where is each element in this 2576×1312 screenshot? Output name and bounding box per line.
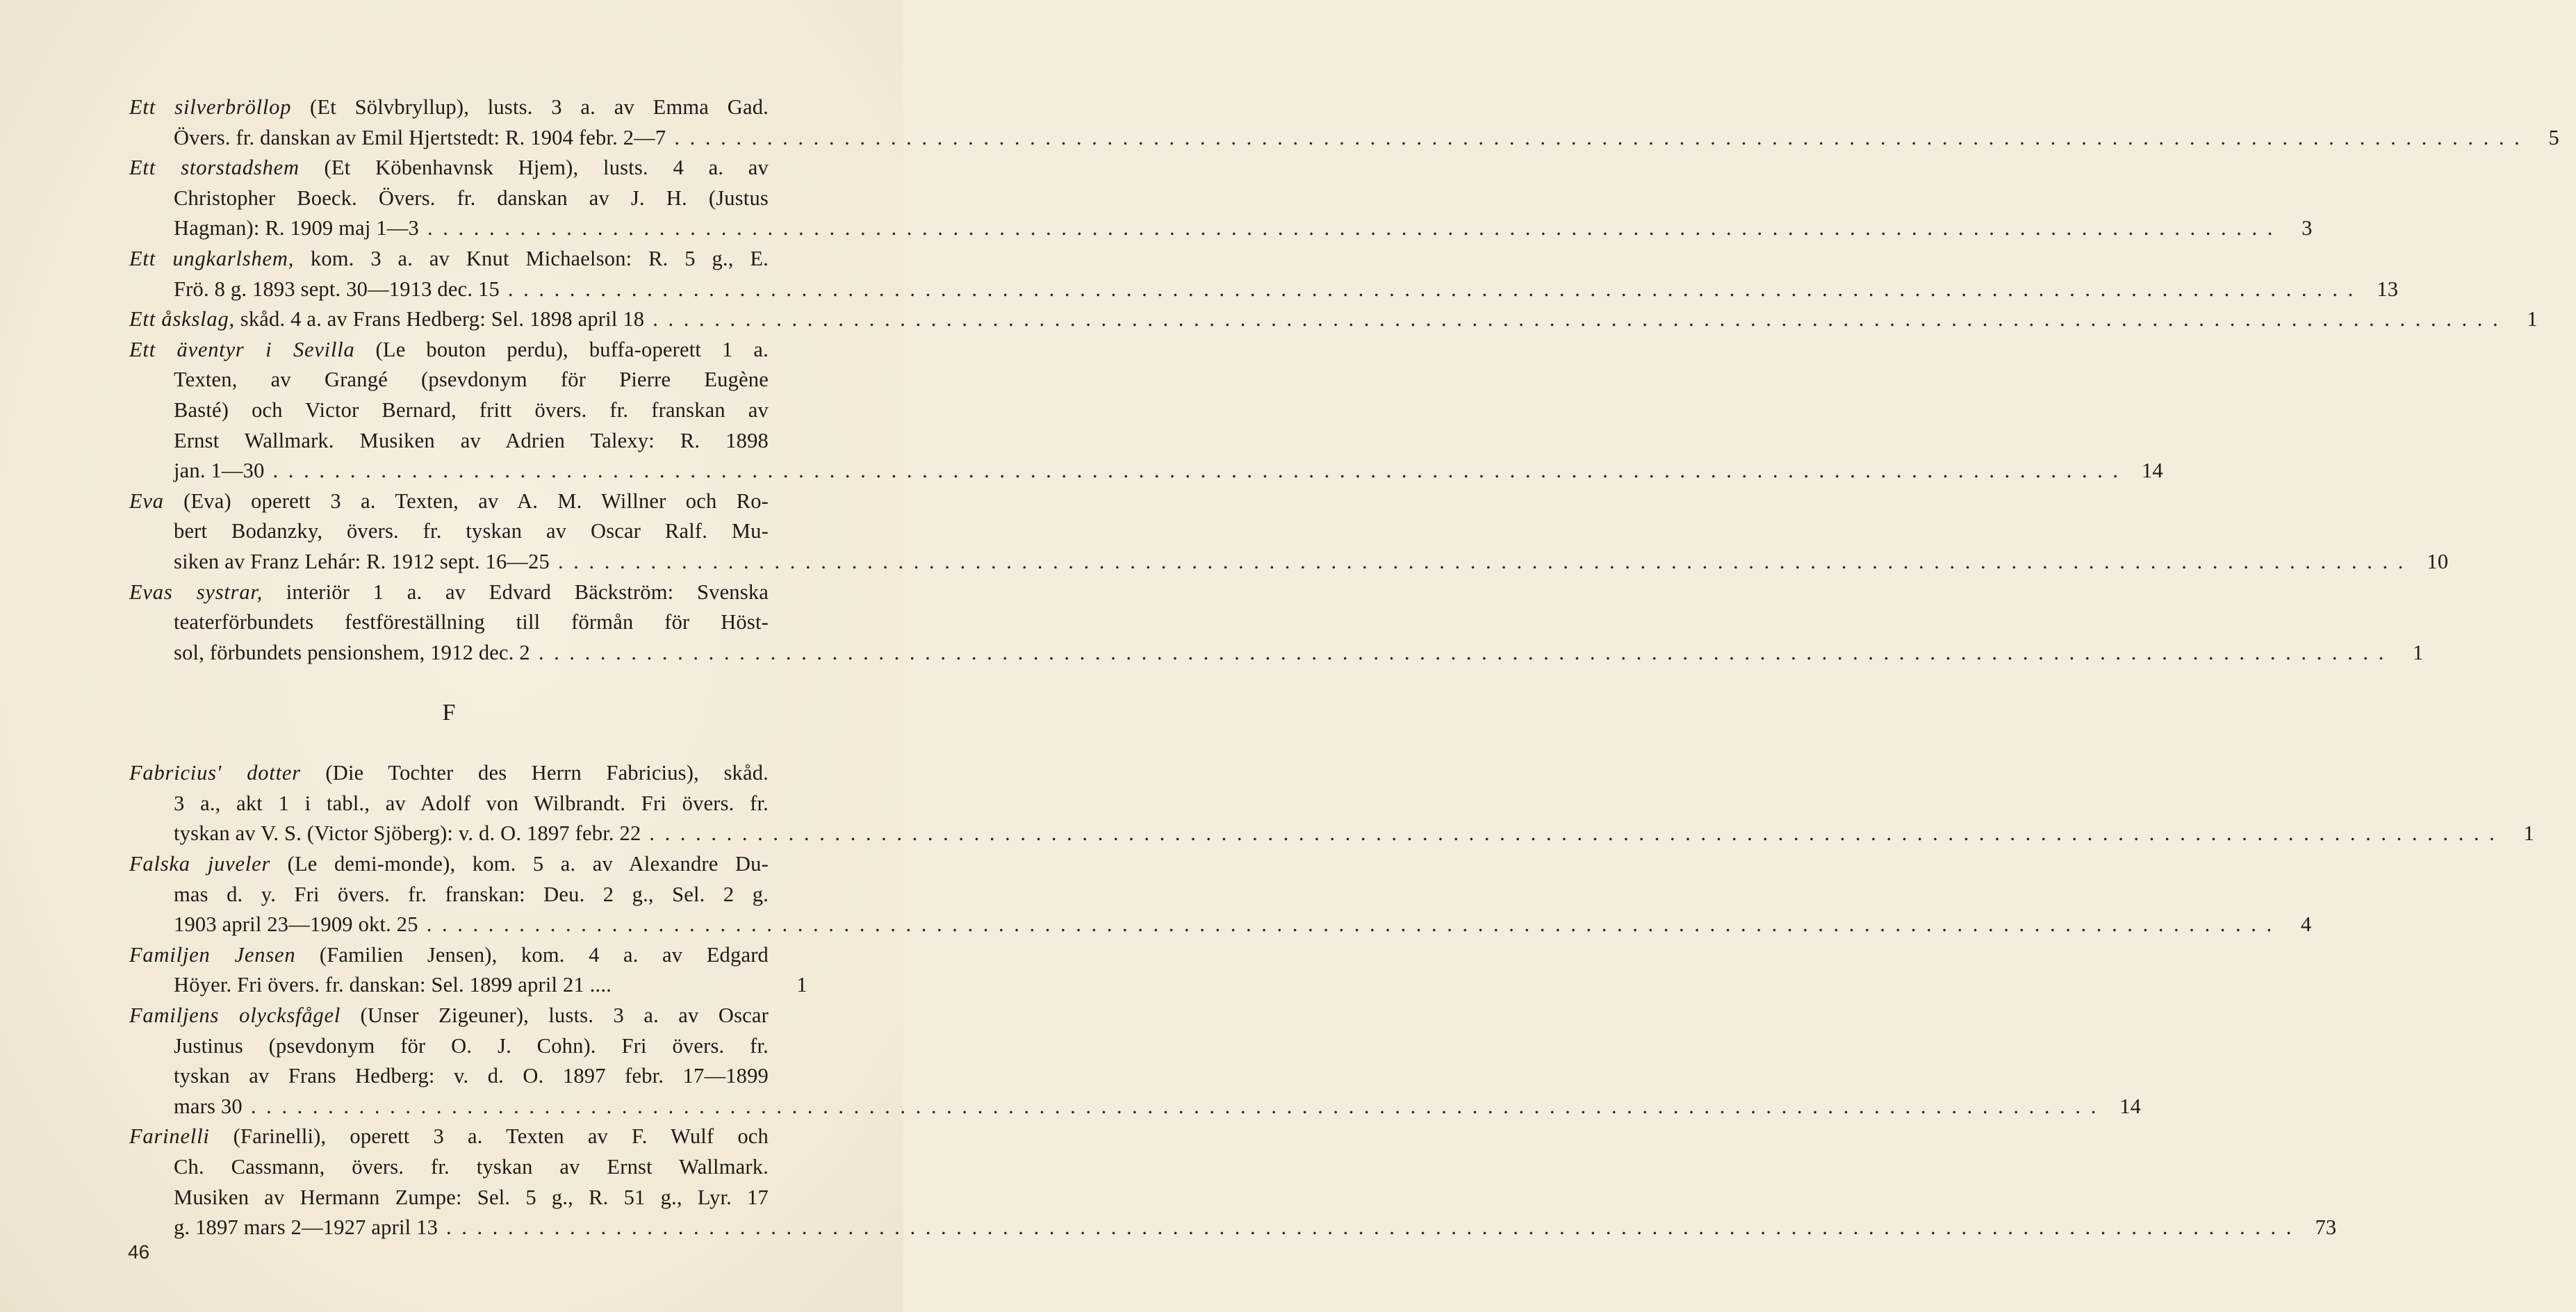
dot-leader: . . . . . . . . . . . . . . . . . . . . . . . . . . . . . . . . . . . . . . . . . . . . . . . . . . . . . . . . . . . . . . . . . . . . . . . . . . . . . . . . . . . . . . . . . . . . . . . . . . . . . . . . . . . . . . . . . . . . . . . . (250, 1094, 2099, 1118)
entry-line (129, 365, 824, 395)
entry-line (129, 1213, 2337, 1243)
page-number: 46 (128, 1241, 150, 1263)
entry-text (174, 1031, 769, 1062)
entry-line-text: bert Bodanzky, övers. fr. tyskan av Oscar Ralf. Mu- (174, 519, 769, 543)
entry-text (174, 123, 666, 154)
entry-text (174, 910, 418, 940)
entry-line (129, 304, 2538, 335)
entry-title: Falska juveler (129, 852, 271, 876)
entry-line (129, 1092, 2142, 1122)
index-entry (129, 486, 2449, 577)
performance-count: 3 (2302, 216, 2313, 240)
entry-line-text: Hagman): R. 1909 maj 1—3 (174, 216, 419, 240)
entry-line-text: teaterförbundets festföreställning till förmån för Höst- (174, 610, 769, 634)
performance-count: 10 (2427, 549, 2449, 573)
entry-line-text: (Le demi-monde), kom. 5 a. av Alexandre Du- (270, 852, 769, 876)
entry-line (129, 153, 824, 183)
entry-line (129, 456, 2163, 486)
entry-line (129, 1001, 824, 1031)
entry-line-text: tyskan av Frans Hedberg: v. d. O. 1897 febr. 17—1899 (174, 1064, 769, 1088)
performance-count: 5 (2548, 125, 2559, 149)
entry-line (129, 395, 824, 426)
entry-line (129, 1031, 824, 1062)
entry-text (129, 1001, 769, 1031)
entry-line (129, 849, 824, 880)
entry-line (129, 607, 824, 638)
entry-line (129, 547, 2449, 577)
entry-line (129, 426, 824, 457)
performance-count: 14 (2141, 459, 2163, 483)
entry-line-text: (Et Köbenhavnsk Hjem), lusts. 4 a. av (299, 156, 769, 180)
section-letter-heading: F (442, 700, 456, 726)
entry-line-text: Frö. 8 g. 1893 sept. 30—1913 dec. 15 (174, 277, 500, 301)
entry-text (174, 183, 769, 214)
performance-count: 1 (796, 973, 807, 997)
entry-line (129, 92, 824, 123)
entry-line (129, 183, 824, 214)
entry-line-text: kom. 3 a. av Knut Michaelson: R. 5 g., E. (294, 246, 769, 270)
entry-line-text: Ch. Cassmann, övers. fr. tyskan av Ernst Wallmark. (174, 1155, 769, 1179)
entry-text (174, 1183, 769, 1213)
entry-text (174, 607, 769, 638)
entry-line-text: (Die Tochter des Herrn Fabricius), skåd. (300, 761, 769, 785)
entry-line-text: 3 a., akt 1 i tabl., av Adolf von Wilbrandt. Fri övers. fr. (174, 791, 769, 815)
entry-line (129, 880, 824, 910)
entry-line (129, 1061, 824, 1092)
entry-line (129, 486, 824, 517)
performance-count: 73 (2315, 1215, 2337, 1240)
entry-title: Ett äventyr i Sevilla (129, 337, 355, 361)
entry-line-text: 1903 april 23—1909 okt. 25 (174, 912, 418, 937)
entry-text (174, 1061, 769, 1092)
entry-line-text: mas d. y. Fri övers. fr. franskan: Deu. 2 g., Sel. 2 g. (174, 882, 769, 906)
entry-line-text: (Familien Jensen), kom. 4 a. av Edgard (295, 942, 769, 967)
entry-text (129, 486, 769, 517)
entry-line (129, 1183, 824, 1213)
entry-line (129, 940, 824, 971)
entry-line (129, 1152, 824, 1183)
entry-text (174, 213, 419, 244)
entry-text (174, 638, 530, 669)
dot-leader: . . . . . . . . . . . . . . . . . . . . . . . . . . . . . . . . . . . . . . . . . . . . . . . . . . . . . . . . . . . . . . . . . . . . . . . . . . . . . . . . . . . . . . . . . . . . . . . . . . . . . . . . . . . . . . . . . . . . . . . . (653, 307, 2501, 331)
dot-leader: . . . . . . . . . . . . . . . . . . . . . . . . . . . . . . . . . . . . . . . . . . . . . . . . . . . . . . . . . . . . . . . . . . . . . . . . . . . . . . . . . . . . . . . . . . . . . . . . . . . . . . . . . . . . . . . . . . . . . . . . (649, 821, 2497, 846)
entry-line (129, 1122, 824, 1152)
entry-text (174, 547, 550, 577)
entry-line-text: Musiken av Hermann Zumpe: Sel. 5 g., R. 51 g., Lyr. 17 (174, 1185, 769, 1209)
dot-leader: . . . . . . . . . . . . . . . . . . . . . . . . . . . . . . . . . . . . . . . . . . . . . . . . . . . . . . . . . . . . . . . . . . . . . . . . . . . . . . . . . . . . . . . . . . . . . . . . . . . . . . . . . . . . . . . . . . . . . . . . (426, 912, 2274, 937)
entry-text (129, 92, 769, 123)
performance-count: 4 (2300, 912, 2312, 937)
entry-line-text: Höyer. Fri övers. fr. danskan: Sel. 1899 april 21 .... (174, 973, 612, 997)
entry-text (174, 456, 265, 486)
entry-line-text: g. 1897 mars 2—1927 april 13 (174, 1215, 438, 1240)
index-entry (129, 244, 2399, 304)
entry-line (129, 335, 824, 366)
performance-count: 1 (2413, 640, 2424, 664)
entry-line (129, 638, 2424, 669)
performance-count: 1 (2527, 307, 2538, 331)
index-entry (129, 849, 2312, 940)
entry-text (129, 244, 769, 274)
entry-text (174, 274, 500, 305)
dot-leader: . . . . . . . . . . . . . . . . . . . . . . . . . . . . . . . . . . . . . . . . . . . . . . . . . . . . . . . . . . . . . . . . . . . . . . . . . . . . . . . . . . . . . . . . . . . . . . . . . . . . . . . . . . . . . . . . . . . . . . . . (427, 216, 2275, 240)
entry-text (174, 970, 612, 1001)
dot-leader: . . . . . . . . . . . . . . . . . . . . . . . . . . . . . . . . . . . . . . . . . . . . . . . . . . . . . . . . . . . . . . . . . . . . . . . . . . . . . . . . . . . . . . . . . . . . . . . . . . . . . . . . . . . . . . . . . . . . . . . . (507, 277, 2356, 301)
entry-line-text: sol, förbundets pensionshem, 1912 dec. 2 (174, 640, 530, 664)
entry-line-text: Övers. fr. danskan av Emil Hjertstedt: R. 1904 febr. 2—7 (174, 125, 666, 149)
entry-line-text: siken av Franz Lehár: R. 1912 sept. 16—25 (174, 549, 550, 573)
entry-text (174, 395, 769, 426)
entry-text (129, 849, 769, 880)
entry-title: Ett storstadshem (129, 156, 300, 180)
entry-line-text: Christopher Boeck. Övers. fr. danskan av J. H. (Justus (174, 186, 769, 210)
dot-leader: . . . . . . . . . . . . . . . . . . . . . . . . . . . . . . . . . . . . . . . . . . . . . . . . . . . . . . . . . . . . . . . . . . . . . . . . . . . . . . . . . . . . . . . . . . . . . . . . . . . . . . . . . . . . . . . . . . . . . . . . (446, 1215, 2294, 1240)
entry-title: Fabricius' dotter (129, 761, 301, 785)
entry-title: Ett silverbröllop (129, 95, 292, 119)
entry-line-text: (Le bouton perdu), buffa-operett 1 a. (354, 337, 769, 361)
entry-line (129, 819, 2535, 849)
entry-text (129, 940, 769, 971)
entry-text (129, 577, 769, 608)
dot-leader: . . . . . . . . . . . . . . . . . . . . . . . . . . . . . . . . . . . . . . . . . . . . . . . . . . . . . . . . . . . . . . . . . . . . . . . . . . . . . . . . . . . . . . . . . . . . . . . . . . . . . . . . . . . . . . . . . . . . . . . . (674, 125, 2522, 149)
entry-line (129, 970, 824, 1001)
entry-title: Ett åskslag, (129, 307, 235, 331)
entry-line (129, 123, 2559, 154)
index-entry (129, 153, 2313, 244)
entry-text (129, 304, 644, 335)
entry-line-text: tyskan av V. S. (Victor Sjöberg): v. d. O. 1897 febr. 22 (174, 821, 641, 846)
entry-line-text: interiör 1 a. av Edvard Bäckström: Svenska (263, 580, 769, 604)
entry-text (129, 758, 769, 789)
entry-line-text: jan. 1—30 (174, 459, 265, 483)
dot-leader: . . . . . . . . . . . . . . . . . . . . . . . . . . . . . . . . . . . . . . . . . . . . . . . . . . . . . . . . . . . . . . . . . . . . . . . . . . . . . . . . . . . . . . . . . . . . . . . . . . . . . . . . . . . . . . . . . . . . . . . . (538, 640, 2386, 664)
entry-line-text: mars 30 (174, 1094, 243, 1118)
performance-count: 13 (2377, 277, 2399, 301)
entry-title: Familjen Jensen (129, 942, 296, 967)
entry-text (129, 1122, 769, 1152)
index-entry (129, 92, 2559, 153)
entry-line-text: Basté) och Victor Bernard, fritt övers. fr. franskan av (174, 397, 769, 422)
entry-line-text: Justinus (psevdonym för O. J. Cohn). Fri övers. fr. (174, 1033, 769, 1058)
entry-line (129, 274, 2399, 305)
entry-title: Eva (129, 489, 164, 513)
entry-text (129, 335, 769, 366)
entry-line (129, 213, 2313, 244)
entry-line-text: Ernst Wallmark. Musiken av Adrien Talexy: R. 1898 (174, 428, 769, 452)
entry-title: Evas systrar, (129, 580, 263, 604)
entry-text (174, 789, 769, 819)
entry-text (174, 516, 769, 547)
performance-count: 1 (2523, 821, 2535, 846)
entry-line-text: (Eva) operett 3 a. Texten, av A. M. Willner och Ro- (163, 489, 769, 513)
index-entry (129, 335, 2163, 486)
index-entry (129, 940, 824, 1001)
index-entry (129, 758, 2535, 849)
entry-text (174, 819, 641, 849)
entry-line (129, 244, 824, 274)
entry-line-text: Texten, av Grangé (psevdonym för Pierre Eugène (174, 368, 769, 392)
entry-title: Farinelli (129, 1124, 210, 1149)
entry-text (174, 426, 769, 457)
entry-text (174, 1092, 243, 1122)
entry-text (174, 880, 769, 910)
entry-line (129, 516, 824, 547)
entry-title: Ett ungkarlshem, (129, 246, 295, 270)
index-entry (129, 1122, 2337, 1243)
index-entry (129, 1001, 2142, 1122)
entry-line-text: skåd. 4 a. av Frans Hedberg: Sel. 1898 april 18 (234, 307, 645, 331)
entry-line (129, 789, 824, 819)
entry-line (129, 577, 824, 608)
dot-leader: . . . . . . . . . . . . . . . . . . . . . . . . . . . . . . . . . . . . . . . . . . . . . . . . . . . . . . . . . . . . . . . . . . . . . . . . . . . . . . . . . . . . . . . . . . . . . . . . . . . . . . . . . . . . . . . . . . . . . . . . (272, 459, 2121, 483)
entry-line (129, 758, 824, 789)
entry-line-text: (Farinelli), operett 3 a. Texten av F. Wulf och (209, 1124, 769, 1149)
entry-text (174, 1152, 769, 1183)
index-entry (129, 577, 2424, 669)
entry-line-text: (Et Sölvbryllup), lusts. 3 a. av Emma Gad. (291, 95, 769, 119)
entry-title: Familjens olycksfågel (129, 1003, 341, 1028)
performance-count: 14 (2119, 1094, 2142, 1118)
entry-text (174, 365, 769, 395)
entry-line-text: (Unser Zigeuner), lusts. 3 a. av Oscar (341, 1003, 769, 1028)
index-entry (129, 304, 2538, 335)
index-column (129, 92, 2559, 1243)
entry-line (129, 910, 2312, 940)
dot-leader: . . . . . . . . . . . . . . . . . . . . . . . . . . . . . . . . . . . . . . . . . . . . . . . . . . . . . . . . . . . . . . . . . . . . . . . . . . . . . . . . . . . . . . . . . . . . . . . . . . . . . . . . . . . . . . . . . . . . . . . . (558, 549, 2406, 573)
entry-text (174, 1213, 438, 1243)
entry-text (129, 153, 769, 183)
